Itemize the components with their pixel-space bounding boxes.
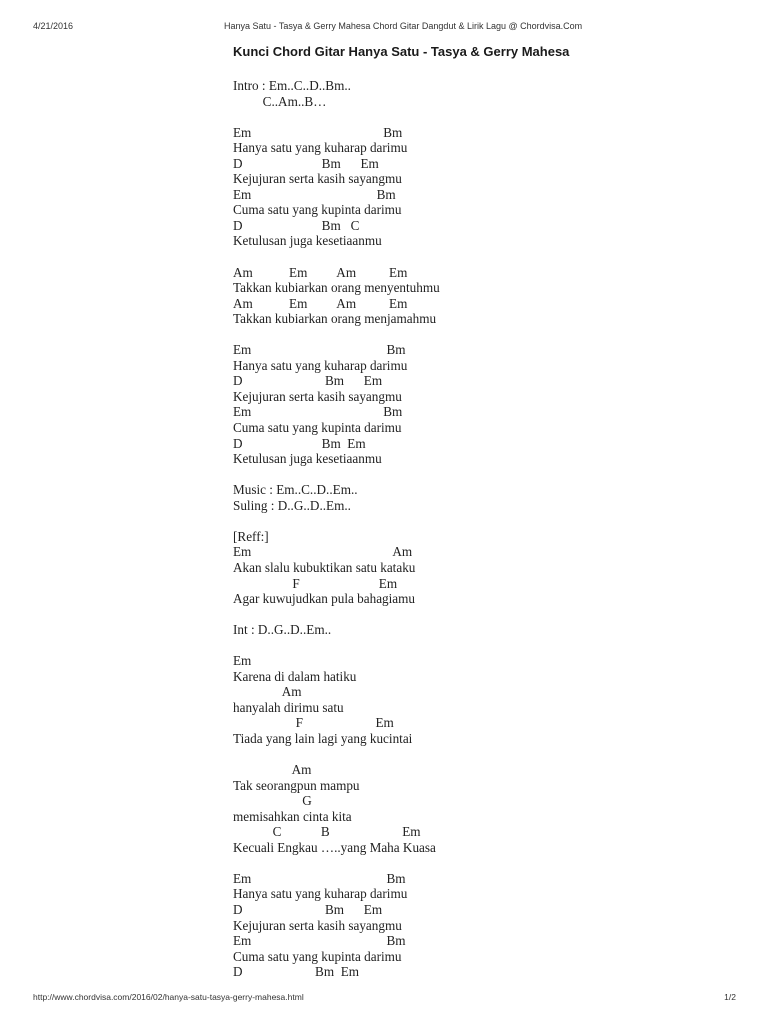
sheet-line: Em <box>233 653 252 669</box>
sheet-line: Am Em Am Em <box>233 295 408 311</box>
sheet-line: Intro : Em..C..D..Bm.. <box>233 78 351 93</box>
sheet-line: Hanya satu yang kuharap darimu <box>233 140 408 156</box>
sheet-line: Agar kuwujudkan pula bahagiamu <box>233 591 416 607</box>
sheet-line: G <box>233 793 312 809</box>
sheet-line: Am <box>233 762 312 778</box>
sheet-line: D Bm C <box>233 217 360 233</box>
sheet-line: Hanya satu yang kuharap darimu <box>233 886 408 902</box>
sheet-line: Kecuali Engkau …..yang Maha Kuasa <box>233 839 436 855</box>
sheet-line <box>233 327 713 343</box>
sheet-line: Ketulusan juga kesetiaanmu <box>233 451 382 467</box>
sheet-line: Kejujuran serta kasih sayangmu <box>233 388 402 404</box>
sheet-line <box>233 109 713 125</box>
sheet-line: Em Bm <box>233 124 403 140</box>
sheet-line: Suling : D..G..D..Em.. <box>233 497 351 513</box>
sheet-line: Ketulusan juga kesetiaanmu <box>233 233 382 249</box>
sheet-line <box>233 638 713 654</box>
sheet-line: Kejujuran serta kasih sayangmu <box>233 171 402 187</box>
print-header-title: Hanya Satu - Tasya & Gerry Mahesa Chord Gitar Dangdut & Lirik Lagu @ Chordvisa.Com <box>224 21 583 31</box>
sheet-line: Takkan kubiarkan orang menyentuhmu <box>233 280 440 296</box>
sheet-line: hanyalah dirimu satu <box>233 699 344 715</box>
sheet-line: Takkan kubiarkan orang menjamahmu <box>233 311 437 327</box>
sheet-line: F Em <box>233 715 394 731</box>
sheet-line: Cuma satu yang kupinta darimu <box>233 420 402 436</box>
sheet-line: Em Bm <box>233 342 406 358</box>
sheet-line: Em Bm <box>233 933 406 949</box>
sheet-line: D Bm Em <box>233 435 366 451</box>
sheet-line: D Bm Em <box>233 901 383 917</box>
sheet-line: D Bm Em <box>233 373 383 389</box>
sheet-line: Music : Em..C..D..Em.. <box>233 482 358 498</box>
sheet-line: F Em <box>233 575 398 591</box>
sheet-line: Am Em Am Em <box>233 264 408 280</box>
document-title: Kunci Chord Gitar Hanya Satu - Tasya & Gerry Mahesa <box>233 44 570 59</box>
sheet-line: Tak seorangpun mampu <box>233 777 360 793</box>
sheet-line: C B Em <box>233 824 421 840</box>
sheet-line: Karena di dalam hatiku <box>233 668 357 684</box>
print-footer-page-number: 1/2 <box>724 992 736 1002</box>
sheet-line: Em Am <box>233 544 413 560</box>
sheet-line <box>233 607 713 623</box>
sheet-line <box>233 855 713 871</box>
sheet-line: Akan slalu kubuktikan satu kataku <box>233 559 416 575</box>
sheet-line <box>233 747 713 763</box>
sheet-line <box>233 467 713 483</box>
print-header-date: 4/21/2016 <box>33 21 74 31</box>
sheet-line <box>233 249 713 265</box>
sheet-line: C..Am..B… <box>233 93 327 109</box>
sheet-line: D Bm Em <box>233 155 379 171</box>
sheet-line: [Reff:] <box>233 528 269 544</box>
sheet-line: Hanya satu yang kuharap darimu <box>233 357 408 373</box>
sheet-line: D Bm Em <box>233 964 360 980</box>
sheet-line: memisahkan cinta kita <box>233 808 352 824</box>
print-footer-url[interactable]: http://www.chordvisa.com/2016/02/hanya-satu-tasya-gerry-mahesa.html <box>33 992 304 1002</box>
sheet-line: Int : D..G..D..Em.. <box>233 622 332 638</box>
sheet-line: Em Bm <box>233 404 403 420</box>
sheet-line: Em Bm <box>233 870 406 886</box>
sheet-line: Cuma satu yang kupinta darimu <box>233 202 402 218</box>
sheet-line: Am <box>233 684 302 700</box>
sheet-line: Cuma satu yang kupinta darimu <box>233 948 402 964</box>
sheet-line: Kejujuran serta kasih sayangmu <box>233 917 402 933</box>
chord-sheet <box>233 78 713 980</box>
sheet-line: Em Bm <box>233 186 396 202</box>
sheet-line: Tiada yang lain lagi yang kucintai <box>233 730 413 746</box>
sheet-line <box>233 513 713 529</box>
